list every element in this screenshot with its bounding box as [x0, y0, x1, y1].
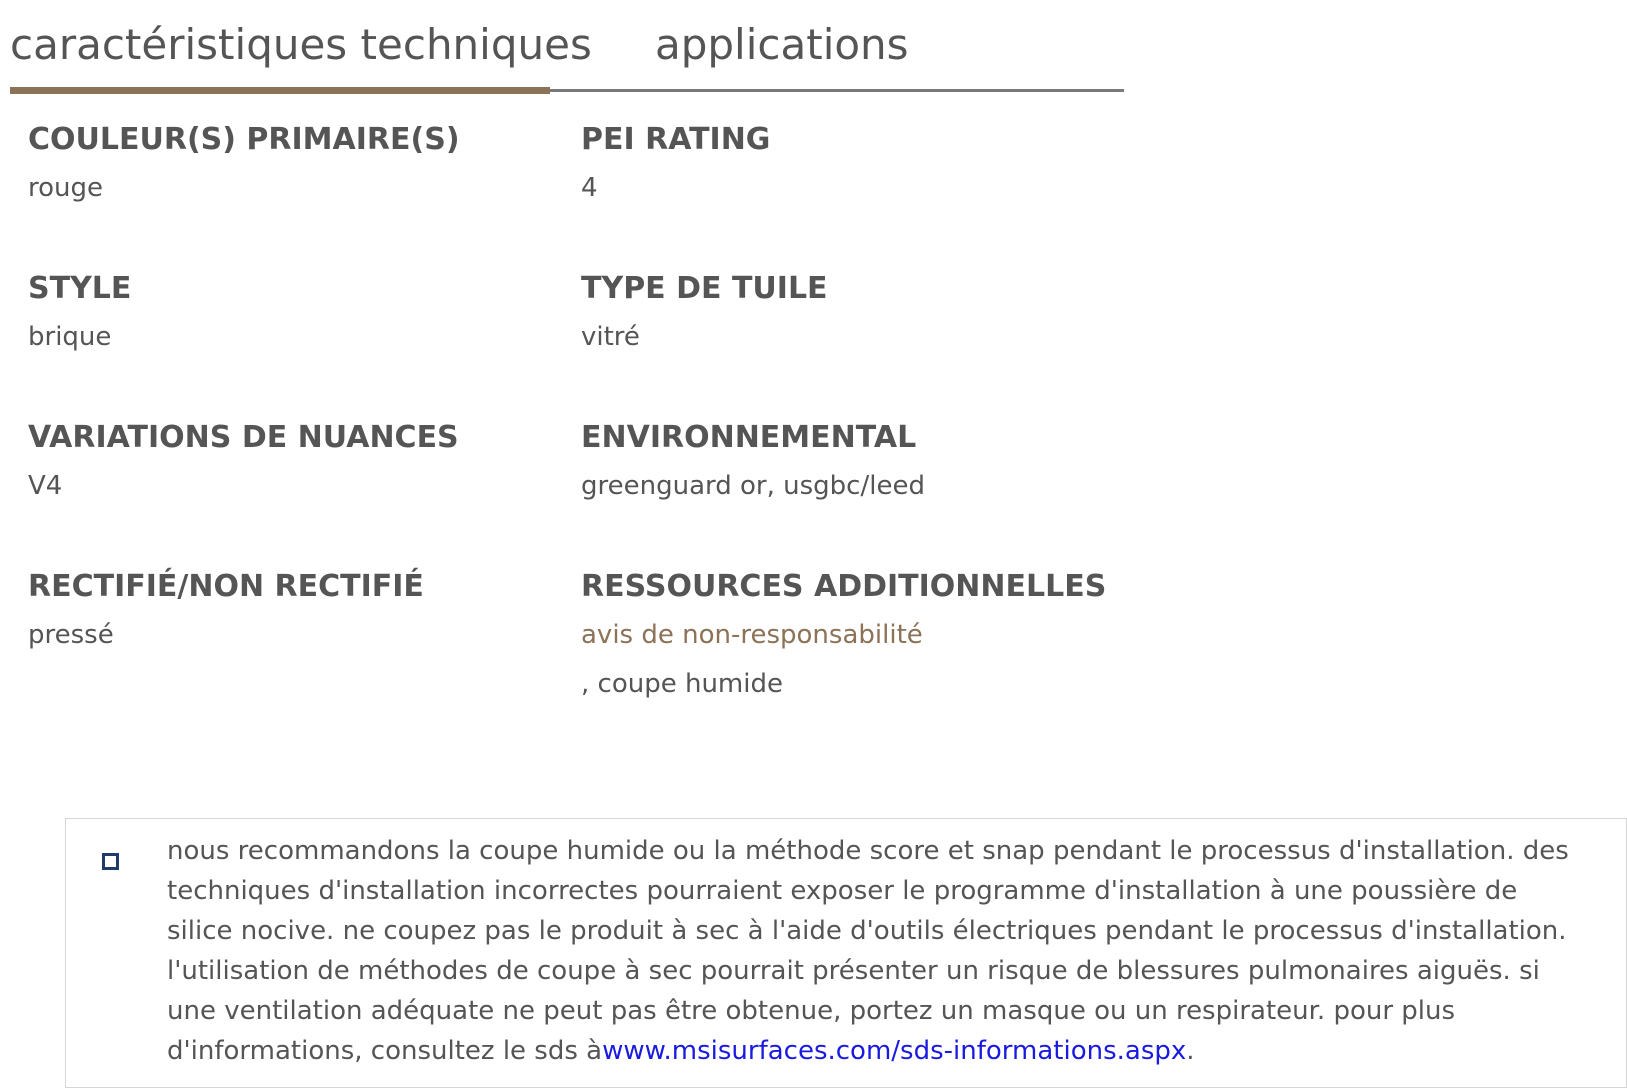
spec-value: V4	[28, 471, 63, 501]
tab-bar	[10, 0, 1124, 92]
spec-label: TYPE DE TUILE	[581, 271, 828, 306]
tab-specifications[interactable]: caractéristiques techniques	[10, 20, 592, 69]
spec-extra-value: , coupe humide	[581, 669, 783, 699]
spec-value: vitré	[581, 322, 640, 352]
spec-label: COULEUR(S) PRIMAIRE(S)	[28, 122, 460, 157]
notice-body: nous recommandons la coupe humide ou la méthode score et snap pendant le processus d'installation. des techniques d'installation incorrectes pourraient exposer le programme d'installation à une poussière de silice nocive. ne coupez pas le produit à sec à l'aide d'outils électriques pendant le processus d'installation. l'utilisation de méthodes de coupe à sec pourrait présenter un risque de blessures pulmonaires aiguës. si une ventilation adéquate ne peut pas être obtenue, portez un masque ou un respirateur. pour plus d'informations, consultez le sds à	[167, 836, 1569, 1066]
spec-value: 4	[581, 173, 598, 203]
notice-end: .	[1186, 1036, 1195, 1066]
notice-text	[167, 831, 1587, 1071]
tab-applications[interactable]: applications	[655, 20, 909, 69]
installation-notice	[65, 818, 1627, 1088]
spec-value: brique	[28, 322, 112, 352]
spec-label: RESSOURCES ADDITIONNELLES	[581, 569, 1107, 604]
spec-primary-color	[28, 120, 460, 208]
spec-style	[28, 269, 131, 357]
spec-label: RECTIFIÉ/NON RECTIFIÉ	[28, 569, 424, 604]
spec-label: VARIATIONS DE NUANCES	[28, 420, 459, 455]
spec-value: rouge	[28, 173, 104, 203]
spec-rectified	[28, 567, 424, 655]
active-tab-indicator	[10, 87, 550, 94]
square-bullet-icon	[102, 853, 119, 870]
spec-environmental	[581, 418, 925, 506]
spec-shade-variations	[28, 418, 459, 506]
spec-label: PEI RATING	[581, 122, 771, 157]
spec-tile-type	[581, 269, 828, 357]
sds-link[interactable]: www.msisurfaces.com/sds-informations.aspx	[602, 1036, 1187, 1066]
spec-label: ENVIRONNEMENTAL	[581, 420, 917, 455]
spec-label: STYLE	[28, 271, 132, 306]
spec-value: pressé	[28, 620, 114, 650]
spec-value: greenguard or, usgbc/leed	[581, 471, 925, 501]
disclaimer-link[interactable]: avis de non-responsabilité	[581, 620, 923, 650]
spec-pei-rating	[581, 120, 770, 208]
spec-additional-resources	[581, 567, 1106, 704]
